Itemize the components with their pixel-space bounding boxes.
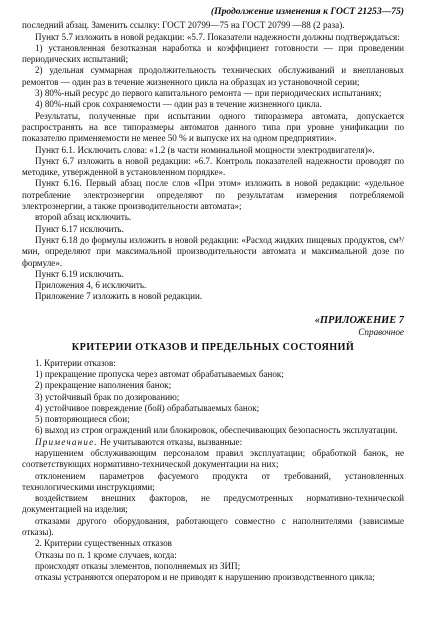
section-heading: 2. Критерии существенных отказов: [35, 538, 172, 549]
paragraph: последний абзац. Заменить ссылку: ГОСТ 20799—75 на ГОСТ 20799 —88 (2 раза).: [22, 20, 345, 31]
list-item: отказами другого оборудования, работающего совместно с наполнителями (зависимые отказы).: [22, 515, 404, 538]
paragraph: Пункт 6.7 изложить в новой редакции: «6.7. Контроль показателей надежности проводят по методике, утвержденной в установленном порядке».: [22, 155, 404, 178]
paragraph: 1) установленная безотказная наработка и коэффициент готовности — при проведении периодических испытаний;: [22, 42, 404, 65]
running-head: (Продолжение изменения к ГОСТ 21253—75): [210, 6, 404, 17]
list-item: 1. Критерии отказов:: [35, 357, 116, 368]
paragraph: Пункт 6.1. Исключить слова: «1.2 (в части номинальной мощности электродвигателя)».: [35, 144, 375, 155]
appendix-title: КРИТЕРИИ ОТКАЗОВ И ПРЕДЕЛЬНЫХ СОСТОЯНИЙ: [71, 342, 355, 354]
paragraph: Пункт 6.16. Первый абзац после слов «При этом» изложить в новой редакции: «удельное потребление электроэнергии определяют по результатам измерения потребляемой электроэнергии, а также производительности автомата»;: [22, 178, 404, 212]
paragraph: Результаты, полученные при испытании одного типоразмера автомата, допускается распространять на все типоразмеры автоматов данного типа при уровне унификации по показателю применяемости не менее 50 % и выпуске их на одном предприятии».: [22, 110, 404, 144]
paragraph: происходят отказы элементов, пополняемых из ЗИП;: [35, 560, 241, 571]
list-item: 2) прекращение наполнения банок;: [35, 380, 172, 391]
note-paragraph: [22, 437, 404, 448]
list-item: 1) прекращение пропуска через автомат обрабатываемых банок;: [35, 368, 284, 379]
appendix-sublabel: Справочное: [358, 327, 404, 338]
paragraph: Пункт 6.19 исключить.: [35, 268, 124, 279]
amendments-block: [22, 20, 404, 302]
list-item: отклонением параметров фасуемого продукта от требований, установленных технологическими инструкциями;: [22, 470, 404, 492]
list-item: нарушением обслуживающим персоналом правил эксплуатации; обработкой банок, не соответствующих нормативно-технической документации на них;: [22, 447, 404, 470]
paragraph: 4) 80%-ный срок сохраняемости — один раз в течение жизненного цикла.: [35, 99, 322, 110]
paragraph: Пункт 6.18 до формулы изложить в новой редакции: «Расход жидких пищевых продуктов, см³/мин, определяют при максимальной производительности автомата и максимальной дозе по формуле».: [22, 234, 404, 268]
note-text: Не учитываются отказы, вызванные:: [97, 436, 243, 447]
list-item: 6) выход из строя ограждений или блокировок, обеспечивающих безопасность эксплуатации.: [35, 425, 398, 436]
paragraph: Пункт 6.17 исключить.: [35, 223, 124, 234]
section-2-block: [22, 538, 404, 583]
exclusions-block: [22, 448, 404, 538]
list-item: 3) устойчивый брак по дозированию;: [35, 391, 180, 402]
paragraph: Приложения 4, 6 исключить.: [35, 280, 147, 291]
paragraph: отказы устраняются оператором и не приводят к нарушению производственного цикла;: [35, 572, 375, 583]
paragraph: 3) 80%-ный ресурс до первого капитального ремонта — при периодических испытаниях;: [35, 88, 382, 99]
note-label: Примечание.: [35, 436, 98, 447]
paragraph: второй абзац исключить.: [35, 212, 132, 223]
paragraph: Приложение 7 изложить в новой редакции.: [35, 291, 203, 302]
list-item: воздействием внешних факторов, не предусмотренных нормативно-технической документацией на изделия;: [22, 493, 404, 515]
list-item: 5) повторяющиеся сбои;: [35, 414, 130, 425]
paragraph: Отказы по п. 1 кроме случаев, когда:: [35, 549, 177, 560]
list-item: 4) устойчивое повреждение (бой) обрабатываемых банок;: [35, 402, 260, 413]
paragraph: Пункт 5.7 изложить в новой редакции: «5.7. Показатели надежности должны подтверждаться:: [35, 31, 400, 42]
criteria-block: [22, 358, 404, 437]
paragraph: 2) удельная суммарная продолжительность технических обслуживаний и внеплановых ремонтов — один раз в течение жизненного цикла на образцах из установочной серии;: [22, 65, 404, 87]
appendix-label: «ПРИЛОЖЕНИЕ 7: [314, 314, 404, 326]
